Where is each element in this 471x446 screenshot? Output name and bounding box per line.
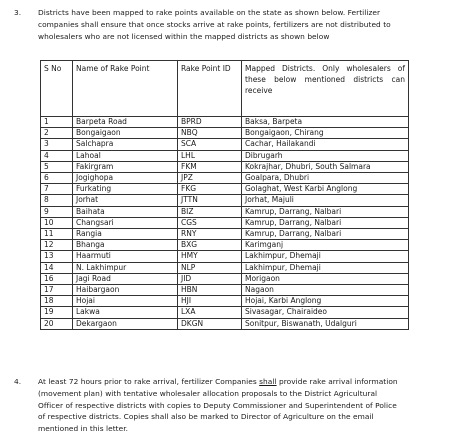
paragraph-4-text-part: provide rake arrival information (276, 377, 398, 386)
table-row (41, 229, 409, 240)
cell-mapped-districts: Sivasagar, Chairaideo (242, 307, 409, 318)
cell-rake-point-id: JID (178, 273, 242, 284)
cell-s-no: 8 (41, 195, 73, 206)
cell-rake-point-name: Haarmuti (73, 251, 178, 262)
paragraph-4-line: mentioned in this letter. (38, 424, 128, 434)
cell-rake-point-name: Bongaigaon (73, 128, 178, 139)
paragraph-4-line: Officer of respective districts with copies to Deputy Commissioner and Superintendent of Police (38, 400, 397, 410)
cell-rake-point-name: Salchapra (73, 139, 178, 150)
paragraph-4-text-part: At least 72 hours prior to rake arrival, fertilizer Companies (38, 377, 260, 386)
paragraph-3-line: companies shall ensure that once stocks arrive at rake points, fertilizers are not distributed to (38, 19, 391, 29)
cell-rake-point-id: HMY (178, 251, 242, 262)
cell-rake-point-name: Haibargaon (73, 285, 178, 296)
cell-s-no: 7 (41, 184, 73, 195)
cell-rake-point-id: LXA (178, 307, 242, 318)
cell-rake-point-name: Bhanga (73, 240, 178, 251)
table-row (41, 206, 409, 217)
paragraph-4-line: of respective districts. Copies shall also be marked to Director of Agriculture on the email (38, 412, 374, 422)
cell-mapped-districts: Kokrajhar, Dhubri, South Salmara (242, 161, 409, 172)
table-row (41, 307, 409, 318)
cell-s-no: 13 (41, 251, 73, 262)
paragraph-4-line: (movement plan) with tentative wholesaler allocation proposals to the District Agricultural (38, 388, 378, 398)
paragraph-3-text (38, 7, 454, 42)
table-row (41, 262, 409, 273)
cell-s-no: 11 (41, 229, 73, 240)
table-row (41, 296, 409, 307)
cell-rake-point-id: JTTN (178, 195, 242, 206)
cell-rake-point-name: Barpeta Road (73, 117, 178, 128)
cell-mapped-districts: Dibrugarh (242, 150, 409, 161)
cell-s-no: 19 (41, 307, 73, 318)
cell-s-no: 1 (41, 117, 73, 128)
header-mapped-districts: Mapped Districts. Only wholesalers of these below mentioned districts can receive (242, 61, 409, 117)
table-body (41, 117, 409, 330)
cell-rake-point-id: BXG (178, 240, 242, 251)
cell-rake-point-name: Jogighopa (73, 173, 178, 184)
cell-s-no: 10 (41, 217, 73, 228)
cell-mapped-districts: Karimganj (242, 240, 409, 251)
cell-s-no: 3 (41, 139, 73, 150)
cell-rake-point-name: Rangia (73, 229, 178, 240)
cell-mapped-districts: Golaghat, West Karbi Anglong (242, 184, 409, 195)
table-row (41, 217, 409, 228)
table-row (41, 161, 409, 172)
cell-rake-point-id: DKGN (178, 318, 242, 329)
cell-rake-point-id: RNY (178, 229, 242, 240)
cell-mapped-districts: Lakhimpur, Dhemaji (242, 262, 409, 273)
table-row (41, 139, 409, 150)
cell-mapped-districts: Morigaon (242, 273, 409, 284)
paragraph-4-line (38, 376, 454, 388)
table-header-row (41, 61, 409, 117)
cell-rake-point-name: Lahoal (73, 150, 178, 161)
cell-mapped-districts: Jorhat, Majuli (242, 195, 409, 206)
cell-rake-point-id: HBN (178, 285, 242, 296)
cell-rake-point-id: CGS (178, 217, 242, 228)
cell-s-no: 2 (41, 128, 73, 139)
cell-rake-point-name: Baihata (73, 206, 178, 217)
paragraph-3-number: 3. (14, 8, 22, 17)
cell-s-no: 18 (41, 296, 73, 307)
cell-rake-point-id: LHL (178, 150, 242, 161)
cell-rake-point-id: SCA (178, 139, 242, 150)
cell-s-no: 5 (41, 161, 73, 172)
paragraph-3-line: wholesalers who are not licensed within the mapped districts as shown below (38, 31, 330, 41)
cell-rake-point-id: BPRD (178, 117, 242, 128)
cell-rake-point-name: Hojai (73, 296, 178, 307)
shall-underlined: shall (259, 377, 277, 386)
cell-rake-point-id: JPZ (178, 173, 242, 184)
table-row (41, 273, 409, 284)
cell-rake-point-id: NBQ (178, 128, 242, 139)
table-row (41, 117, 409, 128)
cell-s-no: 4 (41, 150, 73, 161)
paragraph-4-text (38, 376, 454, 435)
cell-rake-point-name: Furkating (73, 184, 178, 195)
cell-rake-point-id: FKG (178, 184, 242, 195)
cell-mapped-districts: Kamrup, Darrang, Nalbari (242, 229, 409, 240)
cell-rake-point-id: NLP (178, 262, 242, 273)
cell-mapped-districts: Lakhimpur, Dhemaji (242, 251, 409, 262)
cell-s-no: 16 (41, 273, 73, 284)
cell-rake-point-name: Fakirgram (73, 161, 178, 172)
cell-mapped-districts: Kamrup, Darrang, Nalbari (242, 206, 409, 217)
cell-mapped-districts: Cachar, Hailakandi (242, 139, 409, 150)
cell-mapped-districts: Kamrup, Darrang, Nalbari (242, 217, 409, 228)
paragraph-4-number: 4. (14, 377, 22, 386)
table-row (41, 240, 409, 251)
cell-s-no: 14 (41, 262, 73, 273)
cell-s-no: 20 (41, 318, 73, 329)
cell-mapped-districts: Baksa, Barpeta (242, 117, 409, 128)
table-row (41, 184, 409, 195)
paragraph-3-line: Districts have been mapped to rake points available on the state as shown below. Fertilizer (38, 8, 381, 17)
cell-s-no: 12 (41, 240, 73, 251)
cell-mapped-districts: Sonitpur, Biswanath, Udalguri (242, 318, 409, 329)
cell-rake-point-name: N. Lakhimpur (73, 262, 178, 273)
cell-rake-point-id: HJI (178, 296, 242, 307)
table-row (41, 318, 409, 329)
cell-s-no: 6 (41, 173, 73, 184)
header-rake-point-id: Rake Point ID (178, 61, 242, 117)
cell-mapped-districts: Goalpara, Dhubri (242, 173, 409, 184)
cell-rake-point-id: BIZ (178, 206, 242, 217)
table-row (41, 251, 409, 262)
table-row (41, 285, 409, 296)
cell-rake-point-id: FKM (178, 161, 242, 172)
table-row (41, 128, 409, 139)
cell-rake-point-name: Jagi Road (73, 273, 178, 284)
table-row (41, 173, 409, 184)
cell-rake-point-name: Lakwa (73, 307, 178, 318)
cell-mapped-districts: Hojai, Karbi Anglong (242, 296, 409, 307)
cell-mapped-districts: Bongaigaon, Chirang (242, 128, 409, 139)
header-s-no: S No (41, 61, 73, 117)
table-row (41, 195, 409, 206)
cell-rake-point-name: Dekargaon (73, 318, 178, 329)
header-rake-point-name: Name of Rake Point (73, 61, 178, 117)
cell-mapped-districts: Nagaon (242, 285, 409, 296)
table-row (41, 150, 409, 161)
cell-rake-point-name: Jorhat (73, 195, 178, 206)
rake-point-table (40, 60, 409, 330)
cell-s-no: 17 (41, 285, 73, 296)
cell-rake-point-name: Changsari (73, 217, 178, 228)
cell-s-no: 9 (41, 206, 73, 217)
